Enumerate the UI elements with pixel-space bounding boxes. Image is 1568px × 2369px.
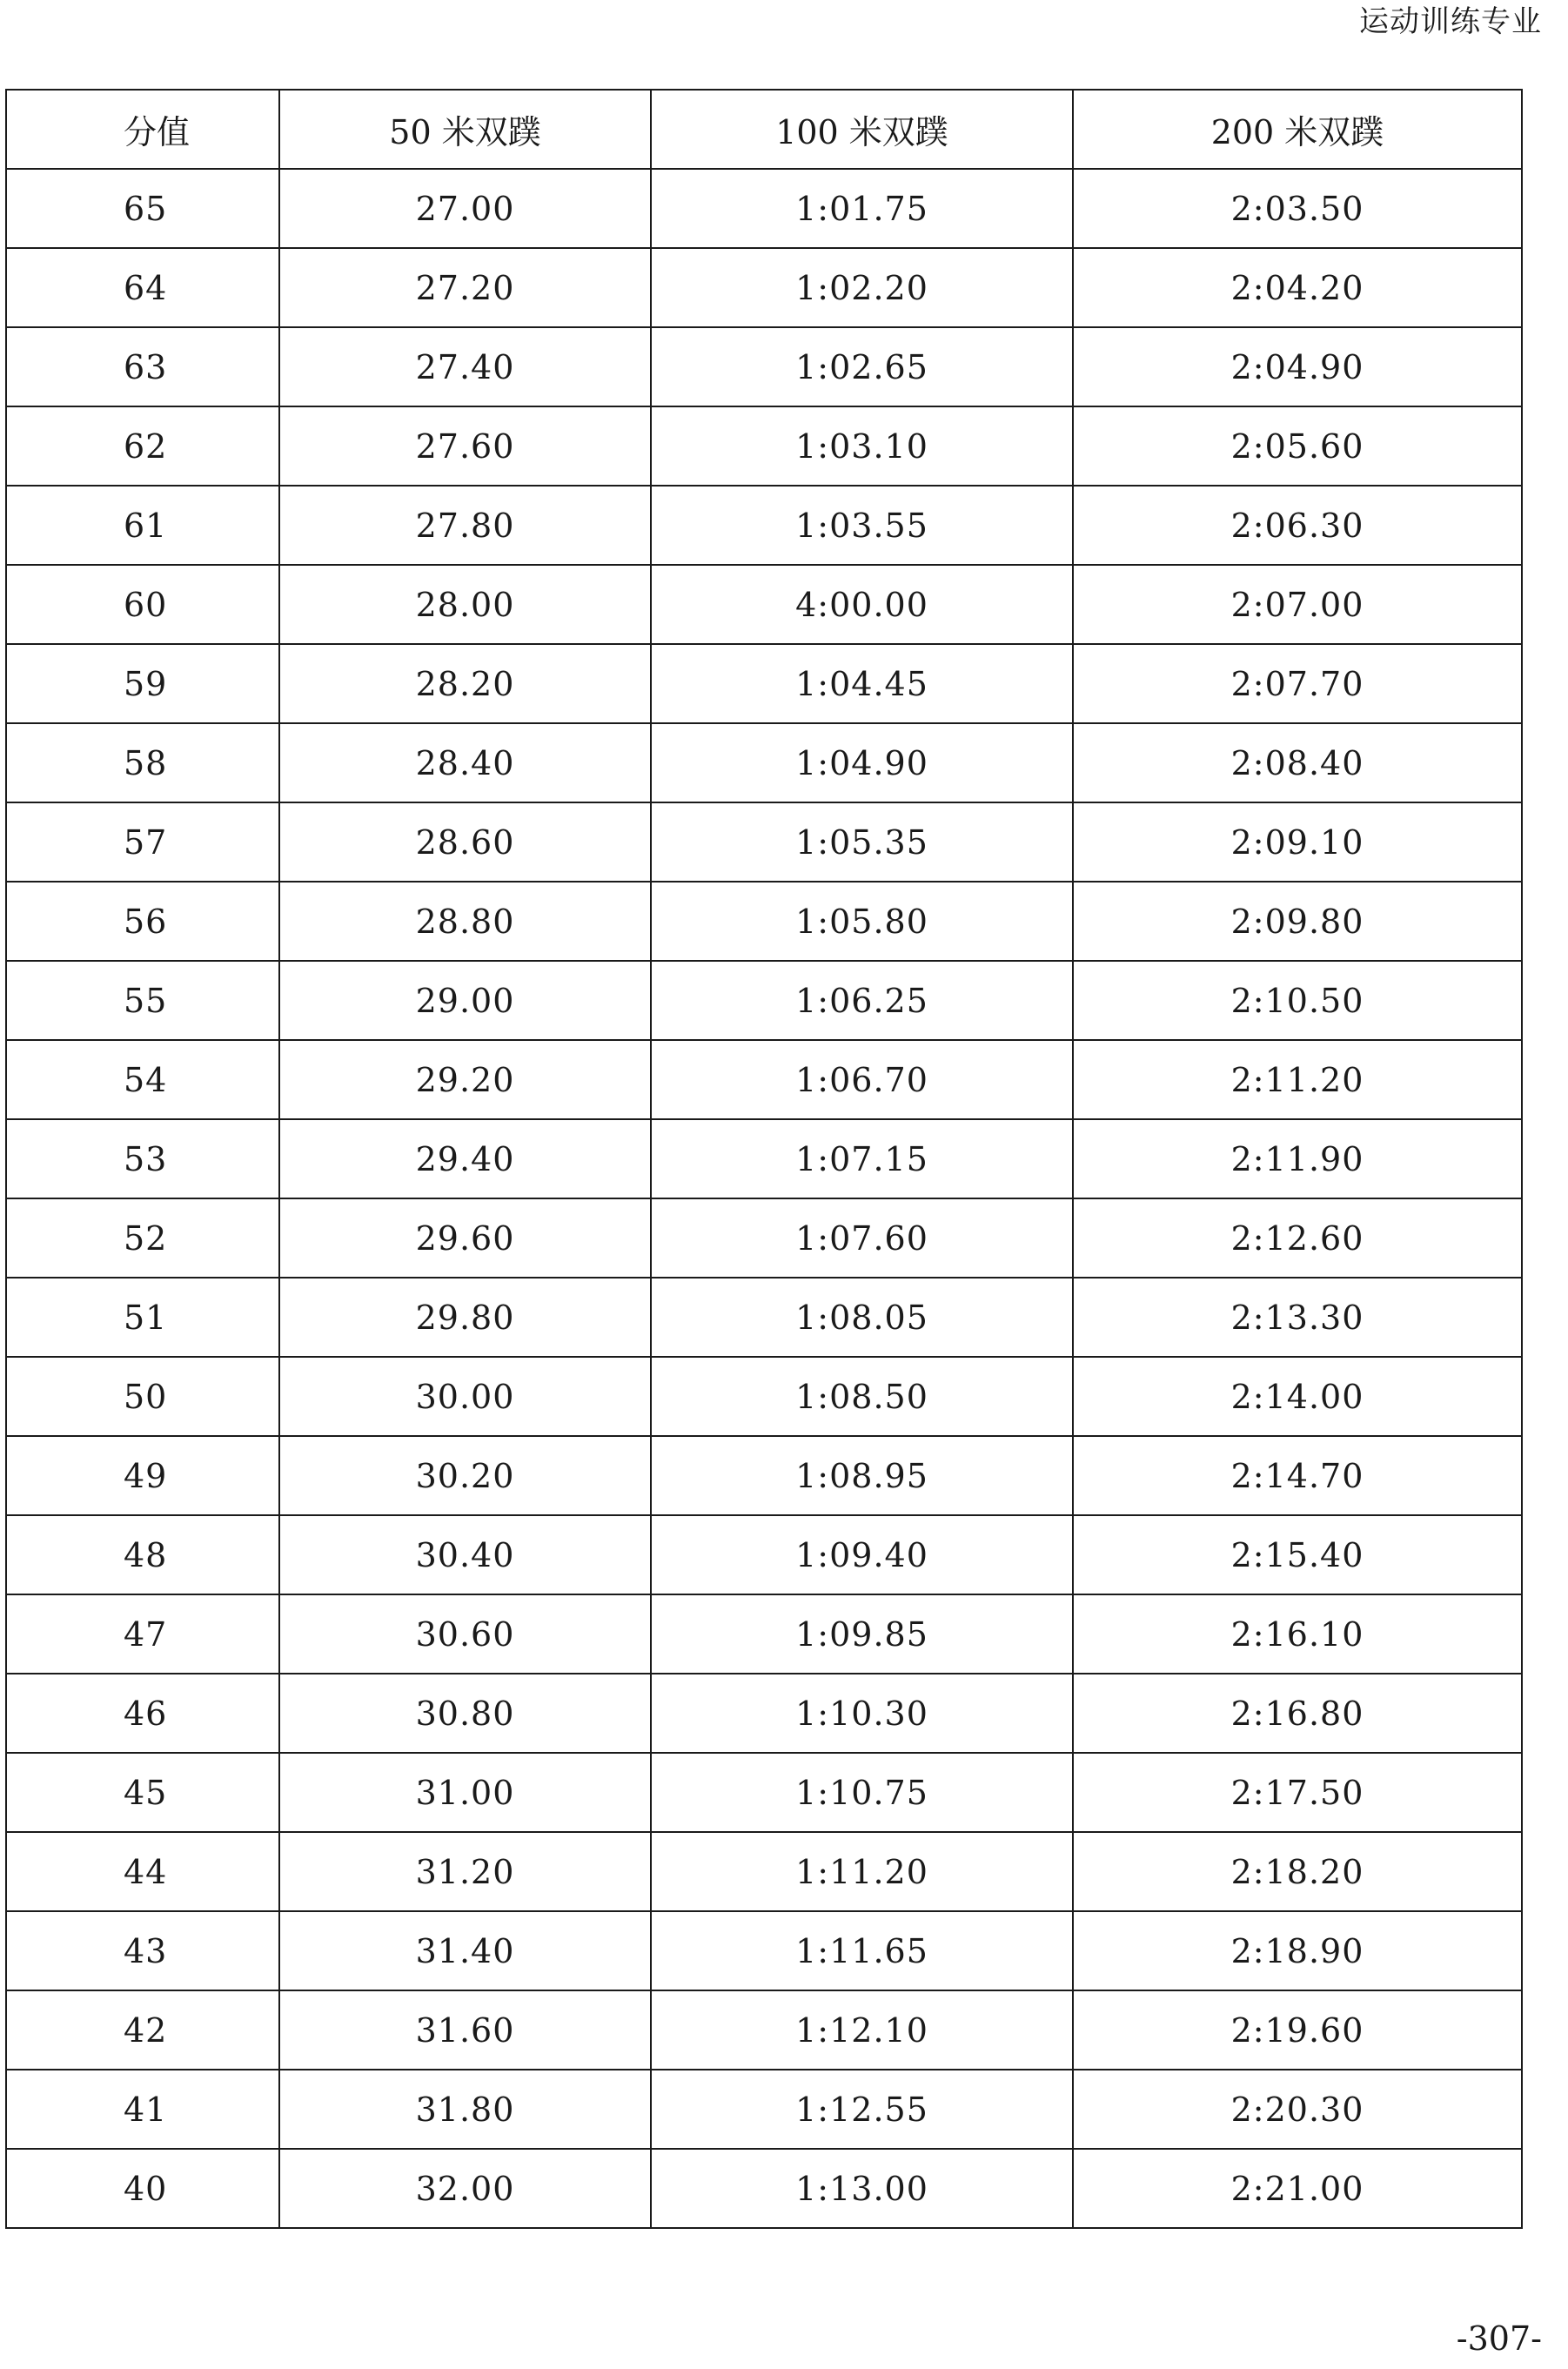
table-row <box>6 1832 1522 1911</box>
cell-score: 65 <box>6 169 279 248</box>
cell-100m: 1:04.45 <box>651 644 1073 723</box>
cell-200m: 2:17.50 <box>1073 1753 1522 1832</box>
table-row <box>6 882 1522 961</box>
table-row <box>6 1911 1522 1990</box>
cell-50m: 29.60 <box>279 1198 651 1278</box>
cell-score: 56 <box>6 882 279 961</box>
cell-100m: 1:06.70 <box>651 1040 1073 1119</box>
cell-50m: 31.60 <box>279 1990 651 2070</box>
table-row <box>6 1119 1522 1198</box>
table-row <box>6 327 1522 406</box>
cell-100m: 1:13.00 <box>651 2149 1073 2228</box>
cell-100m: 1:09.40 <box>651 1515 1073 1594</box>
cell-score: 49 <box>6 1436 279 1515</box>
cell-score: 42 <box>6 1990 279 2070</box>
cell-score: 45 <box>6 1753 279 1832</box>
column-header-100m: 100 米双蹼 <box>651 90 1073 169</box>
cell-score: 43 <box>6 1911 279 1990</box>
table-row <box>6 565 1522 644</box>
cell-score: 60 <box>6 565 279 644</box>
cell-50m: 31.80 <box>279 2070 651 2149</box>
cell-200m: 2:15.40 <box>1073 1515 1522 1594</box>
cell-100m: 1:11.20 <box>651 1832 1073 1911</box>
cell-50m: 28.20 <box>279 644 651 723</box>
table-row <box>6 406 1522 486</box>
table-row <box>6 1198 1522 1278</box>
cell-50m: 29.80 <box>279 1278 651 1357</box>
cell-200m: 2:18.20 <box>1073 1832 1522 1911</box>
cell-score: 48 <box>6 1515 279 1594</box>
cell-score: 50 <box>6 1357 279 1436</box>
cell-score: 41 <box>6 2070 279 2149</box>
cell-100m: 1:10.75 <box>651 1753 1073 1832</box>
table-row <box>6 1674 1522 1753</box>
table-row <box>6 1594 1522 1674</box>
cell-200m: 2:07.70 <box>1073 644 1522 723</box>
cell-200m: 2:10.50 <box>1073 961 1522 1040</box>
cell-score: 59 <box>6 644 279 723</box>
cell-score: 51 <box>6 1278 279 1357</box>
cell-score: 61 <box>6 486 279 565</box>
cell-200m: 2:08.40 <box>1073 723 1522 802</box>
cell-200m: 2:20.30 <box>1073 2070 1522 2149</box>
cell-100m: 1:04.90 <box>651 723 1073 802</box>
score-table <box>5 89 1523 2229</box>
cell-50m: 30.40 <box>279 1515 651 1594</box>
cell-score: 44 <box>6 1832 279 1911</box>
cell-100m: 1:06.25 <box>651 961 1073 1040</box>
cell-50m: 29.00 <box>279 961 651 1040</box>
table-row <box>6 486 1522 565</box>
cell-200m: 2:14.70 <box>1073 1436 1522 1515</box>
table-row <box>6 248 1522 327</box>
table-row <box>6 1753 1522 1832</box>
cell-50m: 30.60 <box>279 1594 651 1674</box>
cell-50m: 29.20 <box>279 1040 651 1119</box>
cell-score: 47 <box>6 1594 279 1674</box>
column-header-200m: 200 米双蹼 <box>1073 90 1522 169</box>
cell-100m: 1:01.75 <box>651 169 1073 248</box>
cell-50m: 28.40 <box>279 723 651 802</box>
cell-score: 62 <box>6 406 279 486</box>
table-row <box>6 1436 1522 1515</box>
cell-50m: 27.80 <box>279 486 651 565</box>
cell-score: 52 <box>6 1198 279 1278</box>
cell-200m: 2:21.00 <box>1073 2149 1522 2228</box>
cell-200m: 2:03.50 <box>1073 169 1522 248</box>
cell-score: 63 <box>6 327 279 406</box>
cell-100m: 1:02.65 <box>651 327 1073 406</box>
cell-50m: 28.80 <box>279 882 651 961</box>
table-row <box>6 802 1522 882</box>
table-row <box>6 644 1522 723</box>
cell-200m: 2:14.00 <box>1073 1357 1522 1436</box>
cell-100m: 1:08.05 <box>651 1278 1073 1357</box>
table-row <box>6 1278 1522 1357</box>
cell-50m: 30.00 <box>279 1357 651 1436</box>
cell-score: 64 <box>6 248 279 327</box>
cell-100m: 1:08.50 <box>651 1357 1073 1436</box>
cell-200m: 2:16.80 <box>1073 1674 1522 1753</box>
cell-200m: 2:11.90 <box>1073 1119 1522 1198</box>
cell-50m: 28.60 <box>279 802 651 882</box>
cell-50m: 29.40 <box>279 1119 651 1198</box>
cell-200m: 2:12.60 <box>1073 1198 1522 1278</box>
table-row <box>6 2070 1522 2149</box>
cell-100m: 1:11.65 <box>651 1911 1073 1990</box>
cell-200m: 2:09.10 <box>1073 802 1522 882</box>
cell-100m: 1:05.80 <box>651 882 1073 961</box>
cell-50m: 31.40 <box>279 1911 651 1990</box>
cell-200m: 2:04.90 <box>1073 327 1522 406</box>
table-row <box>6 2149 1522 2228</box>
cell-100m: 1:12.10 <box>651 1990 1073 2070</box>
column-header-50m: 50 米双蹼 <box>279 90 651 169</box>
cell-200m: 2:05.60 <box>1073 406 1522 486</box>
cell-50m: 27.40 <box>279 327 651 406</box>
cell-50m: 30.80 <box>279 1674 651 1753</box>
cell-100m: 1:10.30 <box>651 1674 1073 1753</box>
table-row <box>6 723 1522 802</box>
cell-50m: 31.00 <box>279 1753 651 1832</box>
cell-50m: 31.20 <box>279 1832 651 1911</box>
cell-score: 53 <box>6 1119 279 1198</box>
cell-50m: 27.20 <box>279 248 651 327</box>
cell-score: 40 <box>6 2149 279 2228</box>
cell-100m: 1:07.60 <box>651 1198 1073 1278</box>
table-row <box>6 1515 1522 1594</box>
table-row <box>6 169 1522 248</box>
cell-200m: 2:06.30 <box>1073 486 1522 565</box>
table-row <box>6 1990 1522 2070</box>
page-number: -307- <box>1456 2319 1542 2358</box>
cell-200m: 2:16.10 <box>1073 1594 1522 1674</box>
cell-100m: 1:09.85 <box>651 1594 1073 1674</box>
cell-score: 55 <box>6 961 279 1040</box>
running-header: 运动训练专业 <box>1359 4 1542 39</box>
table-header-row <box>6 90 1522 169</box>
cell-50m: 27.00 <box>279 169 651 248</box>
cell-score: 46 <box>6 1674 279 1753</box>
table-body <box>6 169 1522 2228</box>
cell-100m: 1:03.10 <box>651 406 1073 486</box>
cell-50m: 32.00 <box>279 2149 651 2228</box>
cell-50m: 30.20 <box>279 1436 651 1515</box>
table-row <box>6 1357 1522 1436</box>
table-row <box>6 1040 1522 1119</box>
cell-100m: 1:07.15 <box>651 1119 1073 1198</box>
cell-200m: 2:11.20 <box>1073 1040 1522 1119</box>
cell-200m: 2:07.00 <box>1073 565 1522 644</box>
column-header-score: 分值 <box>6 90 279 169</box>
cell-100m: 1:12.55 <box>651 2070 1073 2149</box>
cell-100m: 1:08.95 <box>651 1436 1073 1515</box>
cell-200m: 2:04.20 <box>1073 248 1522 327</box>
cell-score: 57 <box>6 802 279 882</box>
cell-100m: 1:02.20 <box>651 248 1073 327</box>
cell-50m: 27.60 <box>279 406 651 486</box>
cell-100m: 1:05.35 <box>651 802 1073 882</box>
cell-score: 54 <box>6 1040 279 1119</box>
cell-50m: 28.00 <box>279 565 651 644</box>
cell-200m: 2:19.60 <box>1073 1990 1522 2070</box>
cell-100m: 1:03.55 <box>651 486 1073 565</box>
cell-100m: 4:00.00 <box>651 565 1073 644</box>
cell-score: 58 <box>6 723 279 802</box>
table-row <box>6 961 1522 1040</box>
cell-200m: 2:09.80 <box>1073 882 1522 961</box>
cell-200m: 2:18.90 <box>1073 1911 1522 1990</box>
cell-200m: 2:13.30 <box>1073 1278 1522 1357</box>
